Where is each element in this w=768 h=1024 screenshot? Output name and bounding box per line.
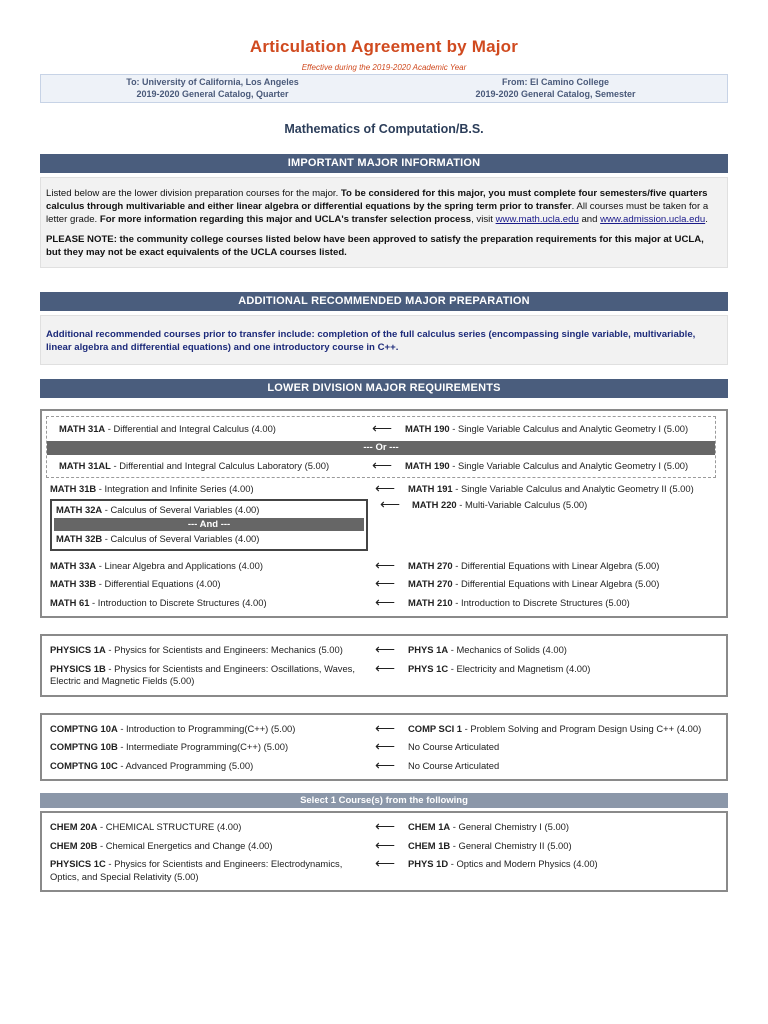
admission-ucla-link[interactable]: www.admission.ucla.edu — [600, 214, 706, 225]
arrow-icon: ⟵ — [374, 480, 396, 496]
chemistry-course-group — [40, 811, 728, 892]
math-ucla-link[interactable]: www.math.ucla.edu — [495, 214, 579, 225]
additional-info-box: Additional recommended courses prior to transfer include: completion of the full calculus series (encompassing single variable, multivariable, linear algebra and differential equations) and one introductory course in C++. — [40, 315, 728, 365]
arrow-icon: ⟵ — [371, 456, 393, 473]
important-info-box — [40, 177, 728, 268]
arrow-icon: ⟵ — [379, 495, 401, 512]
important-paragraph-1: Listed below are the lower division preparation courses for the major. To be considered for this major, you must complete four semesters/five quarters calculus through multivariable and either linear algebra or differential equations by the spring term prior to transfer. All courses must be taken for a letter grade. For more information regarding this major and UCLA's transfer selection process, visit www.math.ucla.edu and www.admission.ucla.edu. — [46, 188, 709, 225]
arrow-icon: ⟵ — [374, 719, 396, 736]
arrow-icon: ⟵ — [371, 420, 393, 436]
course-row-chem20b: CHEM 20B - Chemical Energetics and Change (4.00) ⟵ CHEM 1B - General Chemistry II (5.00) — [50, 836, 572, 853]
arrow-icon: ⟵ — [374, 575, 396, 591]
course-row-math33b: MATH 33B - Differential Equations (4.00) ⟵ MATH 270 - Differential Equations with Linear Algebra (5.00) — [50, 575, 660, 591]
arrow-icon: ⟵ — [374, 818, 396, 834]
arrow-icon: ⟵ — [374, 836, 396, 853]
math-course-group — [40, 409, 728, 618]
course-row-comptng10b: COMPTNG 10B - Intermediate Programming(C++) (5.00) ⟵ No Course Articulated — [50, 738, 500, 754]
course-row-math61: MATH 61 - Introduction to Discrete Structures (4.00) ⟵ MATH 210 - Introduction to Discrete Structures (5.00) — [50, 593, 630, 610]
lower-division-banner: LOWER DIVISION MAJOR REQUIREMENTS — [40, 379, 728, 398]
course-row-physics1c: PHYSICS 1C - Physics for Scientists and Engineers: Electrodynamics, Optics, and Special Relativity (5.00) ⟵ PHYS 1D - Optics and Modern Physics (4.00) — [50, 855, 598, 882]
computing-course-group — [40, 713, 728, 782]
and-divider: --- And --- — [54, 518, 364, 531]
calculus-and-box: MATH 32A - Calculus of Several Variables (4.00) --- And --- MATH 32B - Calculus of Several Variables (4.00) — [50, 499, 368, 551]
course-row-chem20a: CHEM 20A - CHEMICAL STRUCTURE (4.00) ⟵ CHEM 1A - General Chemistry I (5.00) — [50, 818, 569, 834]
arrow-icon: ⟵ — [374, 556, 396, 573]
course-row-math32: MATH 32A - Calculus of Several Variables (4.00) --- And --- MATH 32B - Calculus of Several Variables (4.00) ⟵ MATH 220 - Multi-Variable Calculus (5.00) — [42, 499, 726, 551]
course-row-comptng10a: COMPTNG 10A - Introduction to Programming(C++) (5.00) ⟵ COMP SCI 1 - Problem Solving and Program Design Using C++ (4.00) — [50, 719, 702, 736]
or-divider: --- Or --- — [47, 441, 715, 455]
effective-date: Effective during the 2019-2020 Academic Year — [301, 63, 467, 72]
page-title: Articulation Agreement by Major — [249, 37, 519, 56]
arrow-icon: ⟵ — [374, 641, 396, 657]
course-row-math31al: MATH 31AL - Differential and Integral Calculus Laboratory (5.00) ⟵ MATH 190 - Single Variable Calculus and Analytic Geometry I (5.00) — [59, 456, 689, 473]
course-row-physics1a: PHYSICS 1A - Physics for Scientists and Engineers: Mechanics (5.00) ⟵ PHYS 1A - Mechanics of Solids (4.00) — [50, 641, 567, 657]
arrow-icon: ⟵ — [374, 756, 396, 773]
major-title: Mathematics of Computation/B.S. — [284, 122, 484, 136]
course-row-comptng10c: COMPTNG 10C - Advanced Programming (5.00) ⟵ No Course Articulated — [50, 756, 500, 773]
arrow-icon: ⟵ — [374, 855, 396, 871]
important-banner: IMPORTANT MAJOR INFORMATION — [40, 154, 728, 173]
physics-course-group — [40, 634, 728, 697]
to-from-header — [40, 74, 728, 103]
important-paragraph-2: PLEASE NOTE: the community college courses listed below have been approved to satisfy the preparation requirements for this major at UCLA, but they may not be exact equivalents of the UCLA courses listed. — [46, 234, 704, 258]
course-row-math31b: MATH 31B - Integration and Infinite Series (4.00) ⟵ MATH 191 - Single Variable Calculus and Analytic Geometry II (5.00) — [50, 480, 694, 496]
arrow-icon: ⟵ — [374, 593, 396, 610]
from-institution: From: El Camino College 2019-2020 General Catalog, Semester — [475, 77, 636, 99]
calculus-or-box — [46, 416, 716, 478]
course-row-math33a: MATH 33A - Linear Algebra and Applications (4.00) ⟵ MATH 270 - Differential Equations with Linear Algebra (5.00) — [50, 556, 660, 573]
additional-banner: ADDITIONAL RECOMMENDED MAJOR PREPARATION — [40, 292, 728, 311]
arrow-icon: ⟵ — [374, 659, 396, 676]
course-row-math31a: MATH 31A - Differential and Integral Calculus (4.00) ⟵ MATH 190 - Single Variable Calculus and Analytic Geometry I (5.00) — [59, 420, 689, 436]
to-institution: To: University of California, Los Angeles 2019-2020 General Catalog, Quarter — [126, 77, 299, 99]
select-courses-banner: Select 1 Course(s) from the following — [40, 793, 728, 808]
arrow-icon: ⟵ — [374, 738, 396, 754]
course-row-physics1b: PHYSICS 1B - Physics for Scientists and Engineers: Oscillations, Waves, Electric and Magnetic Fields (5.00) ⟵ PHYS 1C - Electricity and Magnetism (4.00) — [50, 659, 591, 686]
